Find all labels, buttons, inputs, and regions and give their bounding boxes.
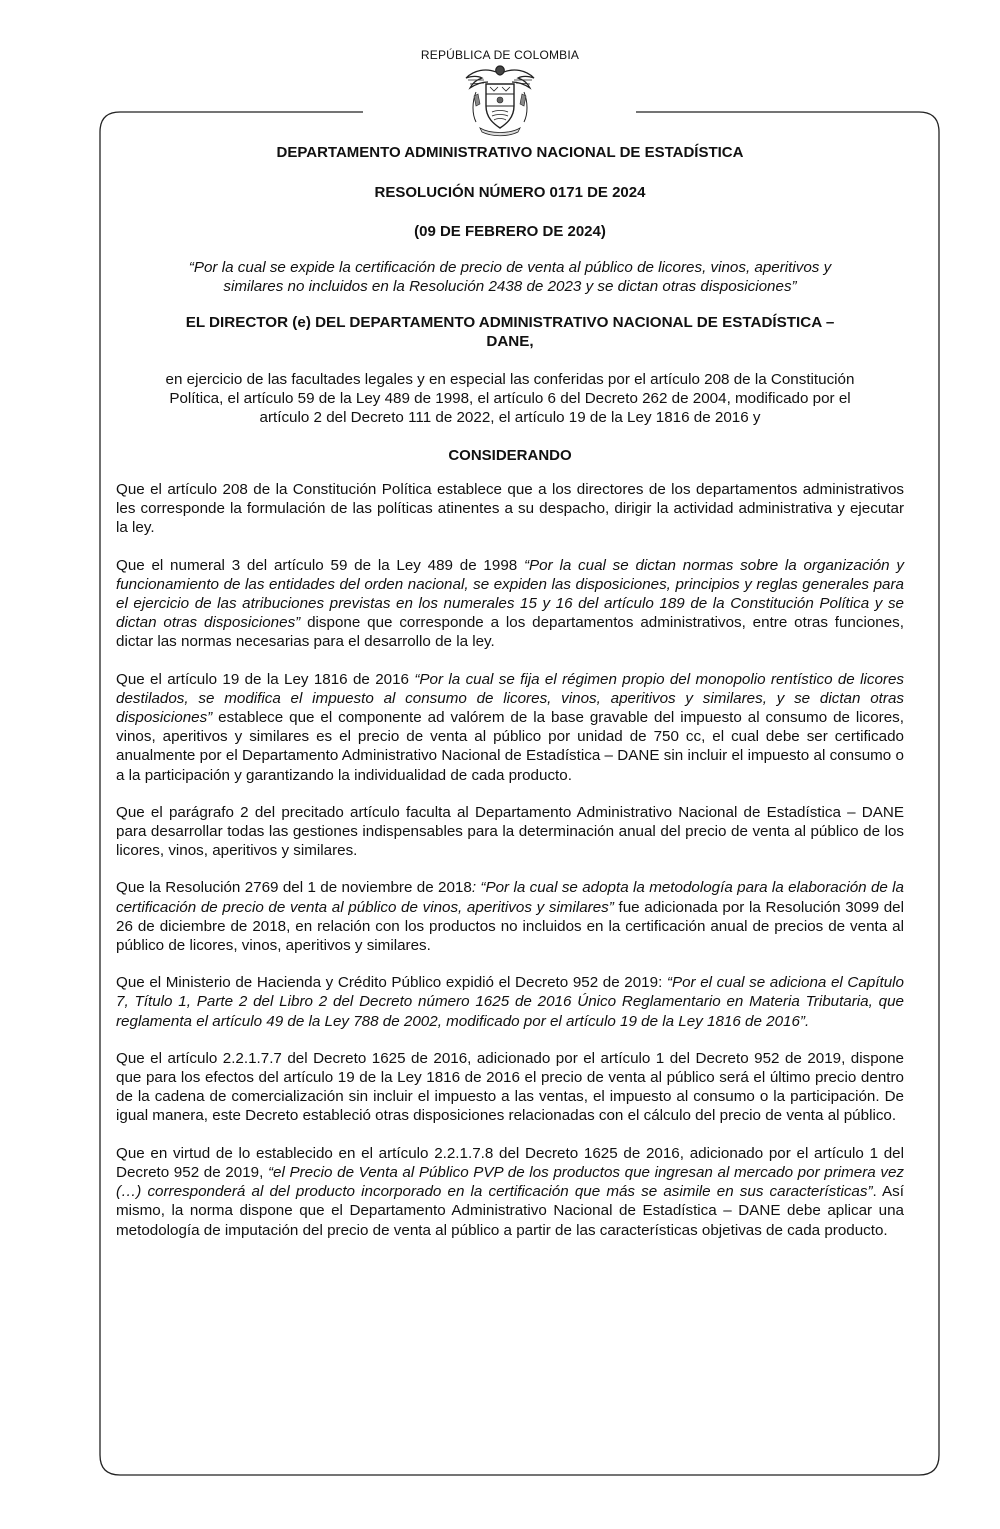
law-quote: “Por la cual se fija el régimen propio del monopolio rentístico de licores destilados, se modifica el impuesto al consumo de licores, vinos, aperitivos y similares, y se dictan otras disposiciones” xyxy=(116,670,904,727)
preamble xyxy=(116,370,904,427)
law-quote: “el Precio de Venta al Público PVP de los productos que ingresan al mercado por primera vez (…) corresponderá al del producto incorporado en la certificación que más se asimile en sus características” xyxy=(116,1163,904,1201)
paragraph-text: Que el artículo 19 de la Ley 1816 de 2016 xyxy=(116,670,415,688)
paragraph-6 xyxy=(116,973,904,1031)
considerando-heading: CONSIDERANDO xyxy=(448,447,572,464)
paragraph-text: fue adicionada por la Resolución 3099 del 26 de diciembre de 2018, en relación con los productos no incluidos en la certificación anual de precios de venta al público de licores, vinos, aperitivos y similares. xyxy=(116,898,904,955)
law-quote: “Por el cual se adiciona el Capítulo 7, Título 1, Parte 2 del Libro 2 del Decreto número 1625 de 2016 Único Reglamentario en Materia Tributaria, que reglamenta el artículo 49 de la Ley 788 de 2002, modificado por el artículo 19 de la Ley 1816 de 2016”. xyxy=(116,974,904,1030)
republica-header: REPÚBLICA DE COLOMBIA xyxy=(420,48,580,62)
paragraph-7: Que el artículo 2.2.1.7.7 del Decreto 1625 de 2016, adicionado por el artículo 1 del Decreto 952 de 2019, dispone que para los efectos del artículo 19 de la Ley 1816 de 2016 el precio de venta al público será el último precio dentro de la cadena de comercialización sin incluir el impuesto a las ventas, el impuesto al consumo o la participación. De igual manera, este Decreto estableció otras disposiciones relacionadas con el cálculo del precio de venta al público. xyxy=(116,1049,904,1125)
director-line: EL DIRECTOR (e) DEL DEPARTAMENTO ADMINISTRATIVO NACIONAL DE ESTADÍSTICA – xyxy=(185,314,835,331)
paragraph-5 xyxy=(116,878,904,955)
resolution-number: RESOLUCIÓN NÚMERO 0171 DE 2024 xyxy=(374,184,646,201)
resolution-subtitle xyxy=(116,258,904,296)
subtitle-line: similares no incluidos en la Resolución 2438 de 2023 y se dictan otras disposiciones” xyxy=(223,278,797,295)
subtitle-line: “Por la cual se expide la certificación de precio de venta al público de licores, vinos, aperitivos y xyxy=(188,259,832,276)
paragraph-2 xyxy=(116,556,904,652)
paragraph-text: Que el Ministerio de Hacienda y Crédito Público expidió el Decreto 952 de 2019: xyxy=(116,974,667,992)
paragraph-8 xyxy=(116,1144,904,1240)
paragraph-1: Que el artículo 208 de la Constitución Política establece que a los directores de los departamentos administrativos les corresponde la formulación de las políticas atinentes a su despacho, dirigir la actividad administrativa y ejecutar la ley. xyxy=(116,481,904,537)
preamble-line: artículo 2 del Decreto 111 de 2022, el artículo 19 de la Ley 1816 de 2016 y xyxy=(259,409,761,426)
director-line: DANE, xyxy=(486,333,534,350)
law-quote: “Por la cual se dictan normas sobre la organización y funcionamiento de las entidades del orden nacional, se expiden las disposiciones, principios y reglas generales para el ejercicio de las atribuciones previstas en los numerales 15 y 16 del artículo 189 de la Constitución Política y se dictan otras disposiciones” xyxy=(116,556,904,632)
director-heading xyxy=(116,313,904,351)
resolution-date: (09 DE FEBRERO DE 2024) xyxy=(414,223,606,240)
paragraph-text: Que en virtud de lo establecido en el artículo 2.2.1.7.8 del Decreto 1625 de 2016, adicionado por el artículo 1 del Decreto 952 de 2019, xyxy=(116,1144,904,1181)
paragraph-text: establece que el componente ad valórem de la base gravable del impuesto al consumo de licores, vinos, aperitivos y similares es el precio de venta al público por unidad de 750 cc, el cual debe ser certificado anualmente por el Departamento Administrativo Nacional de Estadística – DANE sin incluir el impuesto al consumo o a la participación y garantizando la individualidad de cada producto. xyxy=(116,709,904,784)
paragraph-3 xyxy=(116,670,904,785)
paragraph-text: Que el numeral 3 del artículo 59 de la Ley 489 de 1998 xyxy=(116,556,524,574)
preamble-line: en ejercicio de las facultades legales y en especial las conferidas por el artículo 208 de la Constitución xyxy=(165,371,855,388)
law-quote: : “Por la cual se adopta la metodología para la elaboración de la certificación de precio de venta al público de vinos, aperitivos y similares” xyxy=(116,879,905,916)
preamble-line: Política, el artículo 59 de la Ley 489 de 1998, el artículo 6 del Decreto 262 de 2004, modificado por el xyxy=(169,390,851,407)
entity-heading: DEPARTAMENTO ADMINISTRATIVO NACIONAL DE ESTADÍSTICA xyxy=(276,144,744,161)
paragraph-text: dispone que corresponde a los departamentos administrativos, entre otras funciones, dictar las normas necesarias para el desarrollo de la ley. xyxy=(116,614,904,651)
paragraph-4: Que el parágrafo 2 del precitado artículo faculta al Departamento Administrativo Nacional de Estadística – DANE para desarrollar todas las gestiones indispensables para la determinación anual del precio de venta al público de los licores, vinos, aperitivos y similares. xyxy=(116,803,904,860)
document-body xyxy=(116,144,904,1240)
paragraph-text: Que la Resolución 2769 del 1 de noviembre de 2018 xyxy=(116,879,472,897)
paragraph-text: . Así mismo, la norma dispone que el Departamento Administrativo Nacional de Estadística – DANE debe aplicar una metodología de imputación del precio de venta al público a partir de las características objetivas de cada producto. xyxy=(116,1183,904,1239)
